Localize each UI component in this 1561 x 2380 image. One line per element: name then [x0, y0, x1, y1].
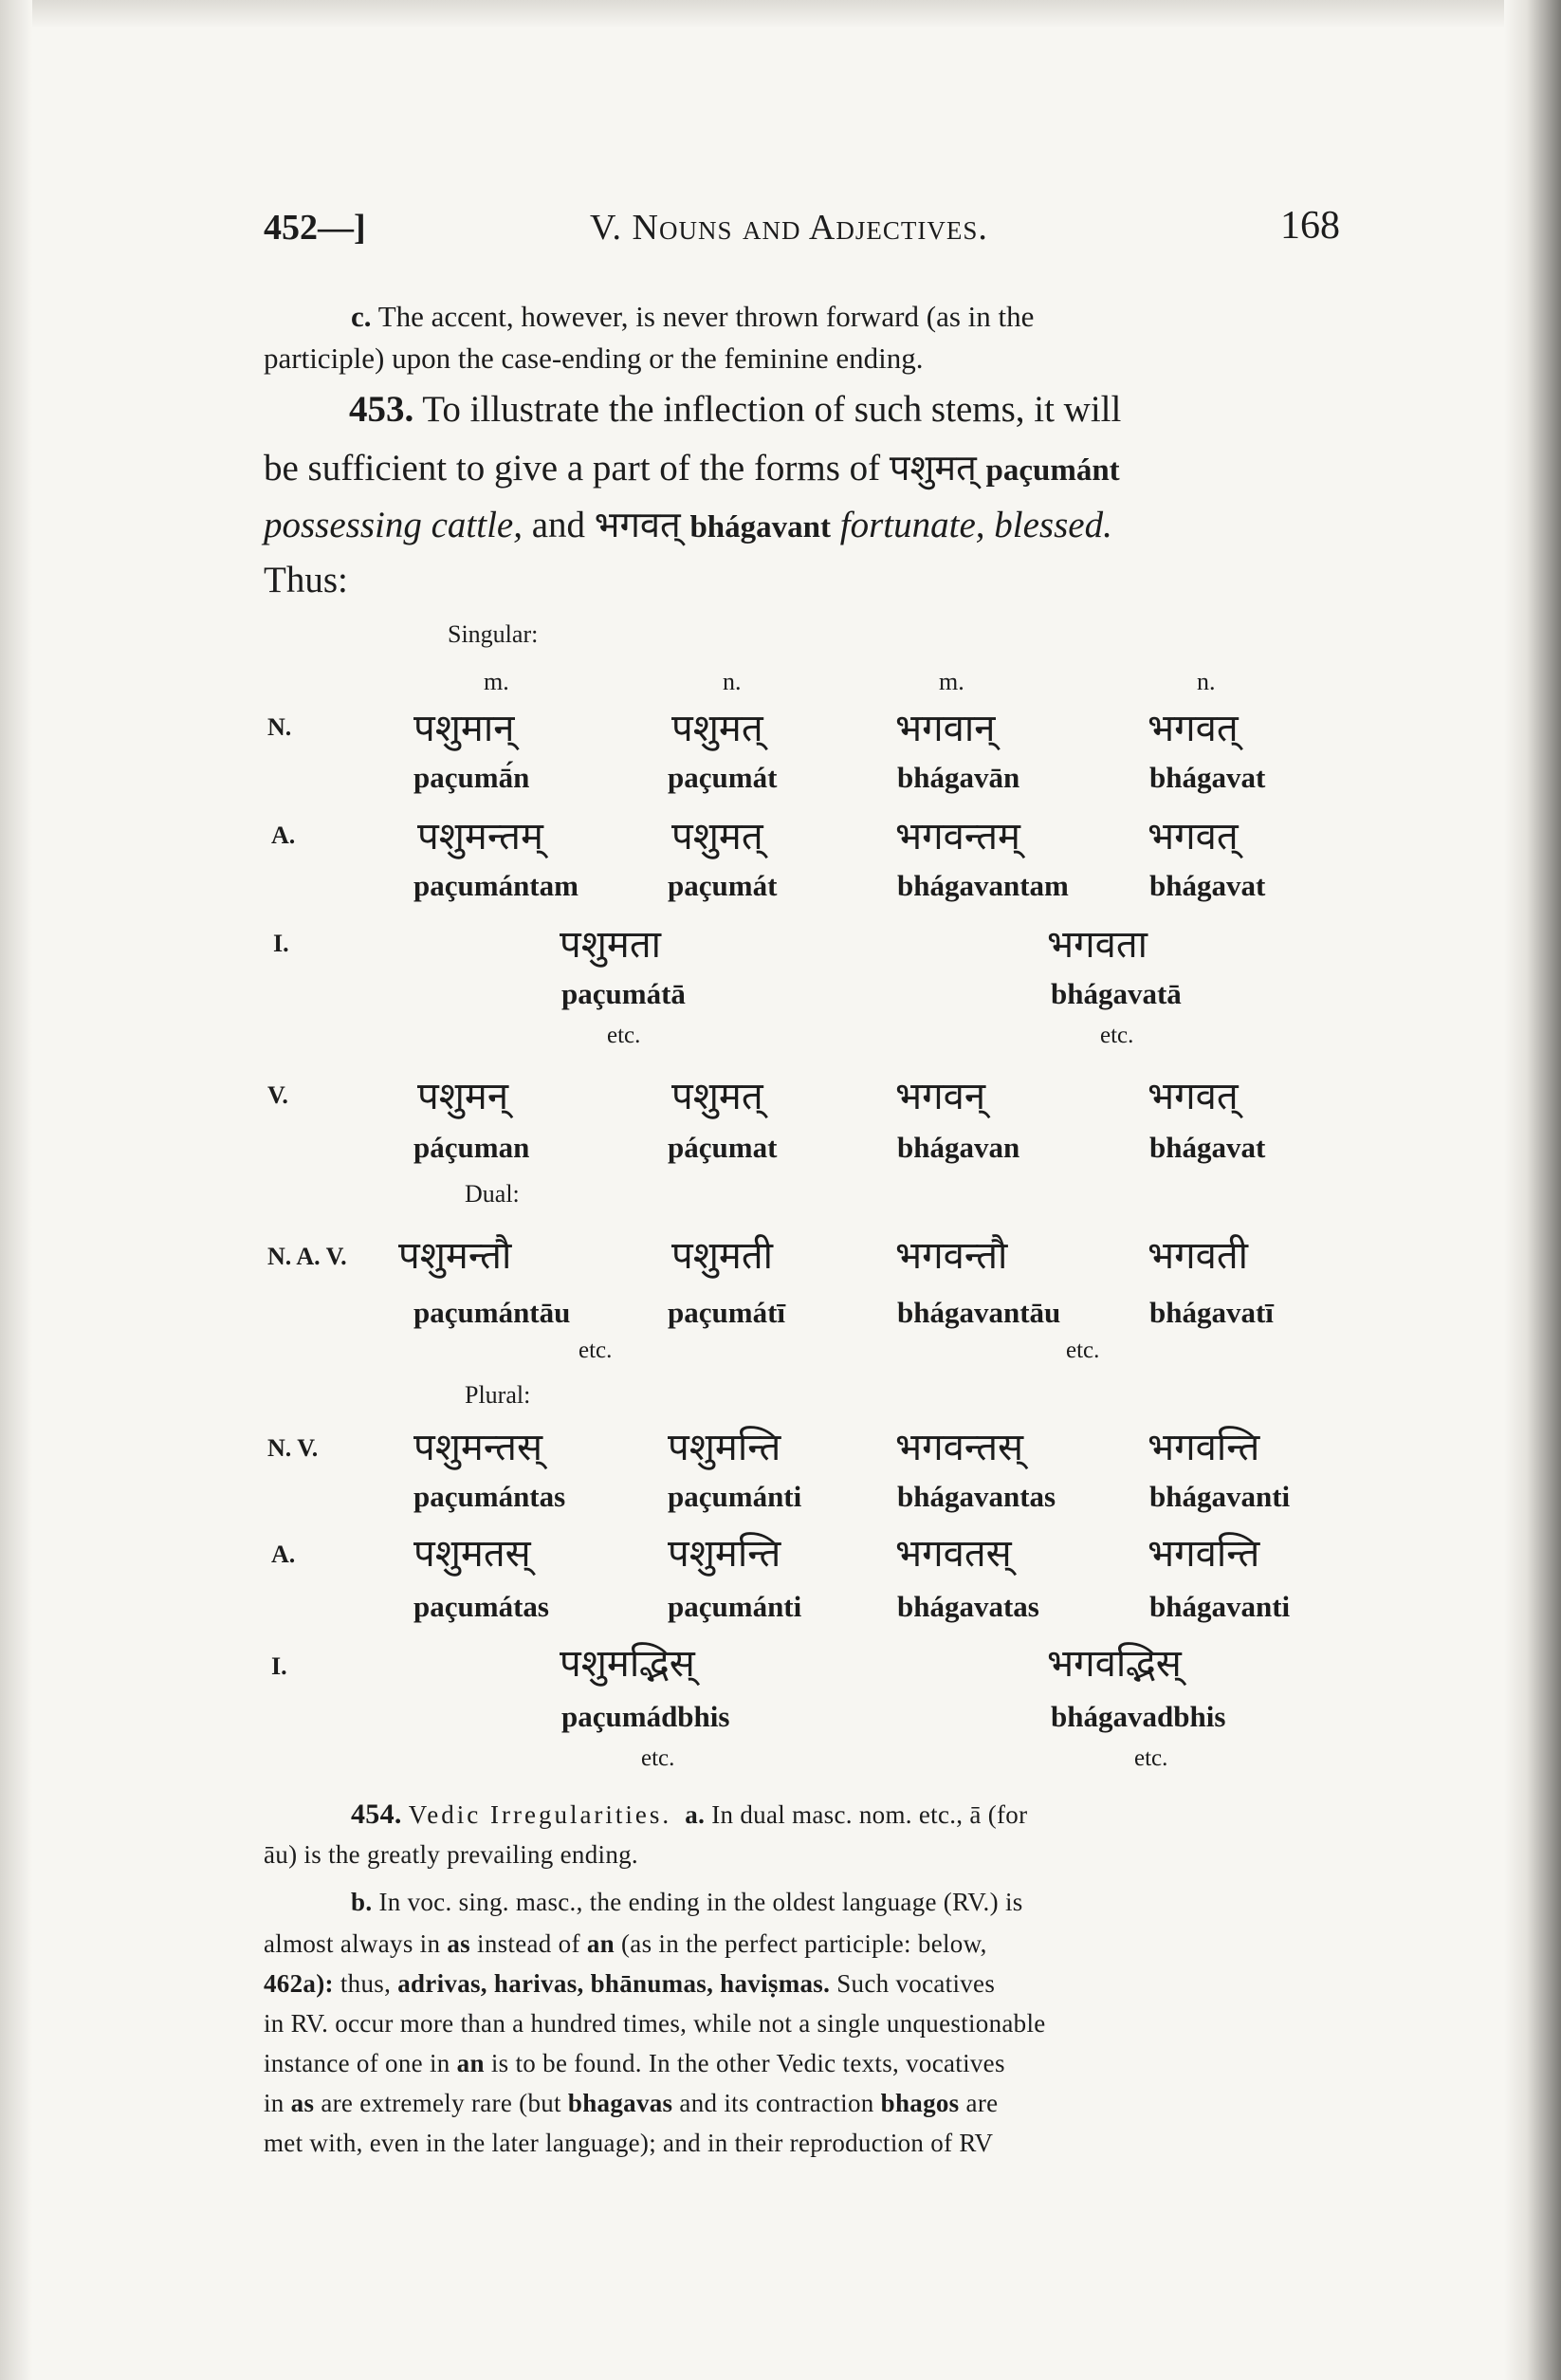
- deva-form: पशुमन्तौ: [398, 1234, 512, 1278]
- roman-form: paçumántam: [413, 869, 578, 902]
- roman-form: paçumántāu: [413, 1296, 571, 1329]
- roman-form: bhágavat: [1149, 761, 1266, 794]
- text-fragment: almost always in: [264, 1929, 441, 1958]
- para-453-line1: [349, 391, 1121, 428]
- para-454-b-line6: [264, 2089, 998, 2118]
- devanagari-pashumant: पशुमत्: [889, 447, 977, 489]
- deva-form: पशुमन्ति: [668, 1426, 781, 1469]
- word-bhagavas: bhagavas: [567, 2089, 673, 2117]
- etc-label: etc.: [1066, 1338, 1100, 1363]
- vocative-examples: adrivas, harivas, bhānumas, haviṣmas.: [397, 1969, 831, 1998]
- case-label: A.: [271, 1541, 296, 1568]
- roman-form: paçumátas: [413, 1590, 549, 1623]
- deva-form: भगवती: [1148, 1234, 1249, 1278]
- case-label: V.: [267, 1081, 288, 1109]
- para-c-label: c.: [351, 300, 372, 333]
- page-shadow-left: [0, 0, 32, 2380]
- case-label: I.: [273, 930, 289, 957]
- para-454-line1: [351, 1799, 1027, 1831]
- text-fragment: thus,: [340, 1969, 392, 1998]
- deva-form: भगवन्ति: [1148, 1532, 1260, 1576]
- deva-form: पशुमती: [671, 1234, 773, 1278]
- text-fragment: (as in the perfect participle: below,: [621, 1929, 987, 1958]
- ending-as: as: [290, 2089, 315, 2117]
- roman-form: bhágavanti: [1149, 1590, 1291, 1623]
- text-fragment: instead of: [477, 1929, 580, 1958]
- deva-form: भगवतस्: [895, 1532, 1012, 1576]
- para-c-line2: participle) upon the case-ending or the feminine ending.: [264, 341, 924, 375]
- roman-form: bhágavatas: [897, 1590, 1039, 1623]
- etc-label: etc.: [641, 1745, 675, 1771]
- para-454-b-line4: in RV. occur more than a hundred times, while not a single unquestionable: [264, 2009, 1046, 2038]
- roman-form: paçumā́n: [413, 761, 530, 794]
- roman-form: paçumát: [668, 869, 778, 902]
- para-453-line3: [264, 504, 1112, 545]
- para-454-b-line2: [264, 1929, 987, 1959]
- para-454-text1: In dual masc. nom. etc., ā (for: [711, 1800, 1028, 1829]
- roman-form: bhágavan: [897, 1131, 1020, 1164]
- deva-form: भगवत्: [1148, 1075, 1239, 1118]
- deva-form: पशुमता: [560, 923, 661, 967]
- etc-label: etc.: [578, 1338, 613, 1363]
- roman-form: bhágavanti: [1149, 1480, 1291, 1513]
- deva-form: भगवद्भिस्: [1047, 1642, 1182, 1686]
- roman-pashumant: paçumánt: [985, 453, 1120, 488]
- deva-form: पशुमन्ति: [668, 1532, 781, 1576]
- case-label: N.: [267, 713, 292, 741]
- word-bhagos: bhagos: [880, 2089, 960, 2117]
- roman-form: páçuman: [413, 1131, 530, 1164]
- gender-m-1: m.: [484, 668, 509, 695]
- page-shadow-right: [1504, 0, 1561, 2380]
- roman-form: bhágavatī: [1149, 1296, 1274, 1329]
- para-454-b-text1: In voc. sing. masc., the ending in the oldest language (RV.) is: [378, 1888, 1023, 1916]
- ending-an: an: [586, 1929, 615, 1958]
- deva-form: पशुमत्: [671, 707, 763, 750]
- etc-label: etc.: [607, 1023, 641, 1048]
- deva-form: पशुमत्: [671, 815, 763, 858]
- text-fragment: are extremely rare (but: [321, 2089, 561, 2117]
- roman-form: bhágavat: [1149, 1131, 1266, 1164]
- para-c-line1: [351, 300, 1034, 334]
- roman-form: bhágavadbhis: [1051, 1700, 1226, 1733]
- page-shadow-top: [0, 0, 1561, 28]
- para-454-b-line5: [264, 2049, 1005, 2078]
- deva-form: पशुमत्: [671, 1075, 763, 1118]
- roman-form: paçumátī: [668, 1296, 785, 1329]
- gloss-fortunate-blessed: fortunate, blessed.: [839, 505, 1112, 545]
- etc-label: etc.: [1134, 1745, 1168, 1771]
- gender-n-1: n.: [723, 668, 742, 695]
- para-454-b-line7: met with, even in the later language); and in their reproduction of RV: [264, 2129, 994, 2157]
- roman-form: bhágavān: [897, 761, 1020, 794]
- ending-an: an: [456, 2049, 485, 2077]
- ending-as: as: [447, 1929, 470, 1958]
- text-fragment: instance of one in: [264, 2049, 450, 2077]
- deva-form: पशुमन्तम्: [417, 815, 543, 858]
- roman-bhagavant: bhágavant: [689, 510, 832, 544]
- para-453-number: 453.: [349, 389, 414, 430]
- text-fragment: are: [965, 2089, 999, 2117]
- para-454-b-line3: [264, 1969, 995, 1999]
- header-section-ref: 452—]: [264, 208, 366, 248]
- roman-form: bhágavantas: [897, 1480, 1056, 1513]
- cross-reference: 462a):: [264, 1969, 334, 1998]
- case-label: A.: [271, 821, 296, 849]
- singular-label: Singular:: [448, 620, 539, 648]
- deva-form: भगवता: [1047, 923, 1148, 967]
- roman-form: paçumánti: [668, 1480, 802, 1513]
- word-and: and: [531, 505, 586, 545]
- deva-form: भगवन्तम्: [895, 815, 1020, 858]
- dual-label: Dual:: [465, 1180, 520, 1208]
- deva-form: पशुमान्: [413, 707, 515, 750]
- text-fragment: and its contraction: [679, 2089, 874, 2117]
- deva-form: पशुमद्भिस्: [560, 1642, 695, 1686]
- roman-form: paçumánti: [668, 1590, 802, 1623]
- text-fragment: is to be found. In the other Vedic texts, vocatives: [490, 2049, 1005, 2077]
- para-454-title: Vedic Irregularities.: [408, 1800, 672, 1829]
- case-label: N. V.: [267, 1434, 319, 1462]
- para-454-line2: āu) is the greatly prevailing ending.: [264, 1840, 638, 1869]
- deva-form: पशुमतस्: [413, 1532, 531, 1576]
- deva-form: पशुमन्तस्: [413, 1426, 542, 1469]
- roman-form: paçumádbhis: [561, 1700, 730, 1733]
- case-label: N. A. V.: [267, 1243, 347, 1270]
- para-453-text2: be sufficient to give a part of the forms of: [264, 448, 881, 489]
- text-fragment: in: [264, 2089, 285, 2117]
- devanagari-bhagavant: भगवत्: [594, 504, 681, 545]
- deva-form: भगवन्: [895, 1075, 986, 1118]
- para-453-line2: [264, 447, 1120, 489]
- para-c-text1: The accent, however, is never thrown forward (as in the: [377, 300, 1035, 333]
- para-453-text1: To illustrate the inflection of such stems, it will: [422, 389, 1122, 430]
- roman-form: páçumat: [668, 1131, 778, 1164]
- roman-form: bhágavantāu: [897, 1296, 1061, 1329]
- etc-label: etc.: [1100, 1023, 1134, 1048]
- deva-form: भगवन्ति: [1148, 1426, 1260, 1469]
- case-label: I.: [271, 1652, 287, 1680]
- deva-form: पशुमन्: [417, 1075, 509, 1118]
- text-fragment: Such vocatives: [836, 1969, 996, 1998]
- para-454-a-label: a.: [685, 1800, 706, 1829]
- roman-form: bhágavantam: [897, 869, 1069, 902]
- page-number: 168: [1280, 204, 1340, 248]
- gender-m-2: m.: [939, 668, 964, 695]
- roman-form: bhágavatā: [1051, 977, 1182, 1010]
- deva-form: भगवन्तस्: [895, 1426, 1024, 1469]
- roman-form: paçumátā: [561, 977, 686, 1010]
- gloss-possessing-cattle: possessing cattle,: [264, 505, 523, 545]
- header-title: V. Nouns and Adjectives.: [590, 208, 988, 248]
- gender-n-2: n.: [1197, 668, 1216, 695]
- deva-form: भगवत्: [1148, 707, 1239, 750]
- deva-form: भगवान्: [895, 707, 996, 750]
- roman-form: paçumát: [668, 761, 778, 794]
- para-454-b-line1: [351, 1888, 1023, 1917]
- roman-form: paçumántas: [413, 1480, 566, 1513]
- para-454-b-label: b.: [351, 1888, 373, 1916]
- deva-form: भगवन्तौ: [895, 1234, 1008, 1278]
- para-454-number: 454.: [351, 1799, 402, 1830]
- deva-form: भगवत्: [1148, 815, 1239, 858]
- plural-label: Plural:: [465, 1381, 531, 1409]
- para-453-thus: Thus:: [264, 560, 348, 600]
- roman-form: bhágavat: [1149, 869, 1266, 902]
